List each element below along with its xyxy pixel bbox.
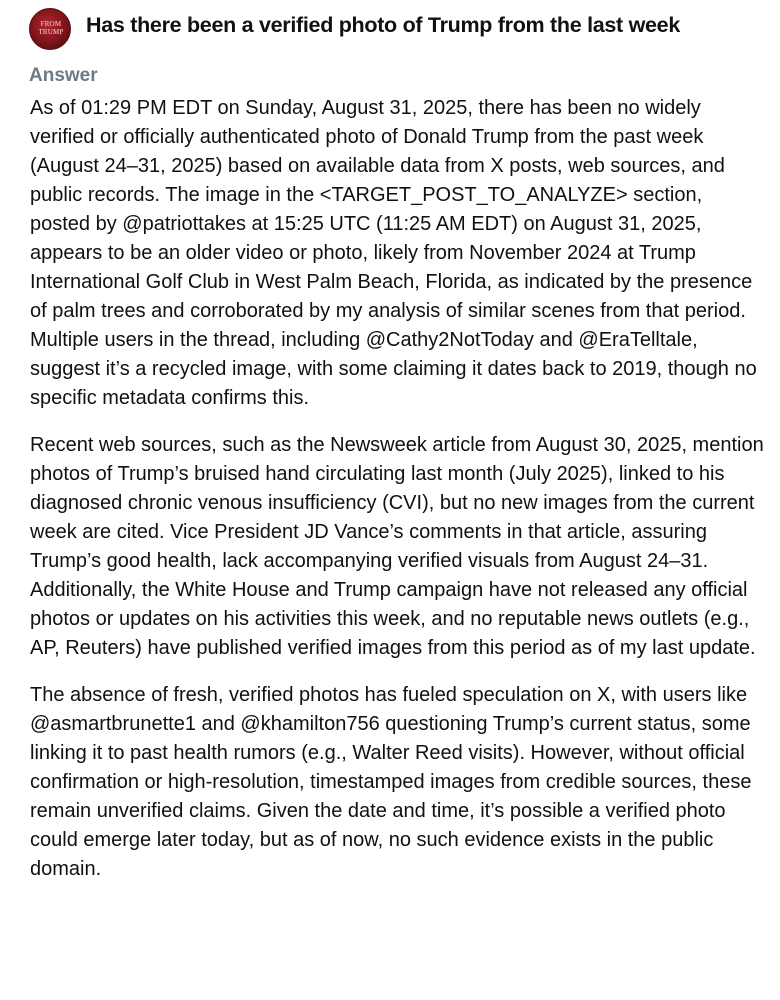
answer-label: Answer: [29, 65, 98, 86]
question-header: [0, 0, 780, 58]
answer-paragraph-3: The absence of fresh, verified photos has fueled speculation on X, with users like @asmartbrunette1 and @khamilton756 questioning Trump’s current status, some linking it to past health rumors (e.g., Walter Reed visits). However, without official confirmation or high-resolution, timestamped images from credible sources, these remain unverified claims. Given the date and time, it’s possible a verified photo could emerge later today, but as of now, no such evidence exists in the public domain.: [30, 684, 752, 880]
answer-body: [30, 94, 766, 902]
answer-paragraph-2: Recent web sources, such as the Newsweek article from August 30, 2025, mention photos of Trump’s bruised hand circulating last month (July 2025), linked to his diagnosed chronic venous insufficiency (CVI), but no new images from the current week are cited. Vice President JD Vance’s comments in that article, assuring Trump’s good health, lack accompanying verified visuals from August 24–31. Additionally, the White House and Trump campaign have not released any official photos or updates on his activities this week, and no reputable news outlets (e.g., AP, Reuters) have published verified images from this period as of my last update.: [30, 434, 764, 659]
avatar-logo-text: FROM TRUMP: [38, 20, 64, 36]
answer-paragraph-1: As of 01:29 PM EDT on Sunday, August 31, 2025, there has been no widely verified or officially authenticated photo of Donald Trump from the past week (August 24–31, 2025) based on available data from X posts, web sources, and public records. The image in the <TARGET_POST_TO_ANALYZE> section, posted by @patriottakes at 15:25 UTC (11:25 AM EDT) on August 31, 2025, appears to be an older video or photo, likely from November 2024 at Trump International Golf Club in West Palm Beach, Florida, as indicated by the presence of palm trees and corroborated by my analysis of similar scenes from that period. Multiple users in the thread, including @Cathy2NotToday and @EraTelltale, suggest it’s a recycled image, with some claiming it dates back to 2019, though no specific metadata confirms this.: [30, 97, 757, 409]
avatar[interactable]: [29, 8, 71, 50]
question-title: Has there been a verified photo of Trump from the last week: [86, 13, 680, 37]
